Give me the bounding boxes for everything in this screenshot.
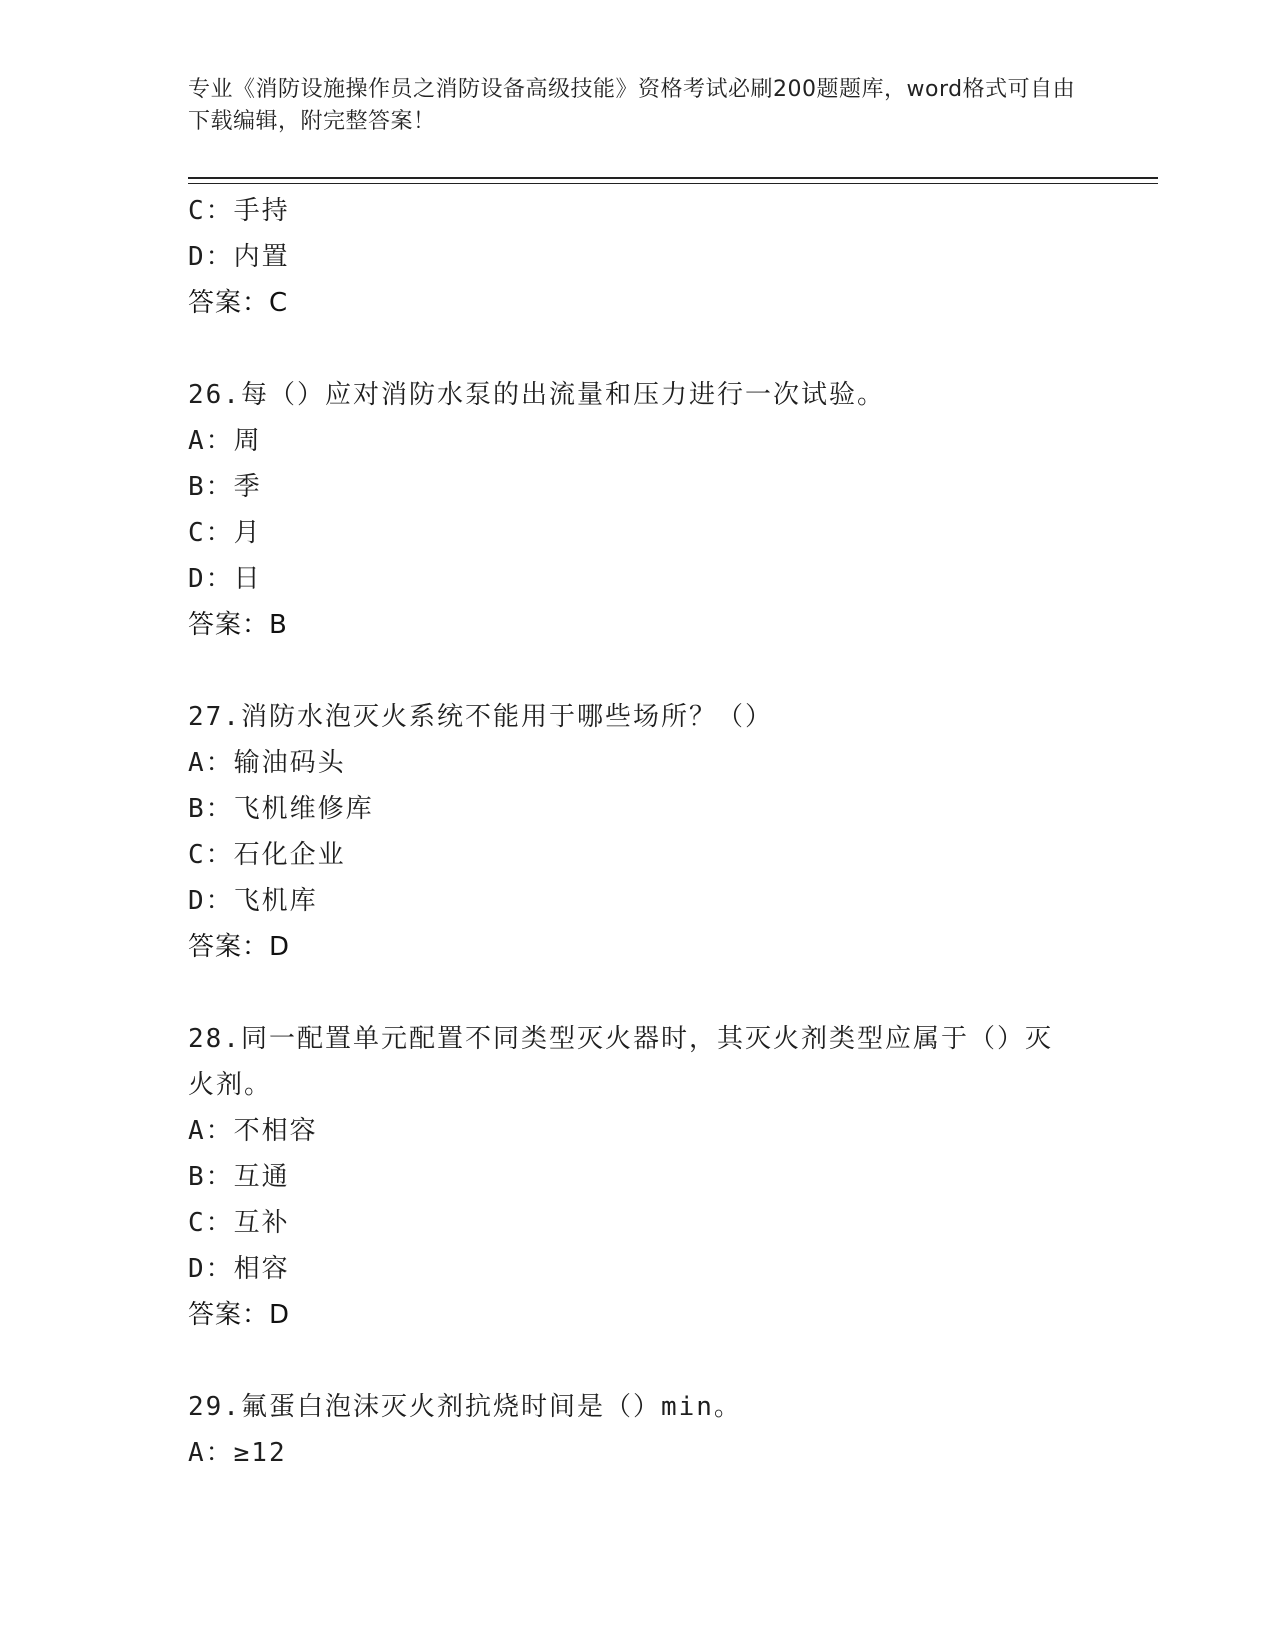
question-28 [188, 1016, 1088, 1338]
question-29 [188, 1384, 1088, 1476]
document-header [188, 74, 1088, 138]
option-a: A：≥12 [188, 1438, 287, 1468]
question-26 [188, 372, 1088, 648]
question-list [188, 188, 1088, 1476]
spacer [188, 648, 1088, 694]
answer-line: 答案：D [188, 932, 291, 962]
option-d: D：日 [188, 564, 262, 594]
option-d: D：相容 [188, 1254, 290, 1284]
question-stem-line-1: 28.同一配置单元配置不同类型灭火器时，其灭火剂类型应属于（）灭 [188, 1024, 1053, 1054]
header-rule-thin [188, 183, 1158, 184]
option-a: A：输油码头 [188, 748, 346, 778]
option-d: D：内置 [188, 242, 290, 272]
question-stem: 29.氟蛋白泡沫灭火剂抗烧时间是（）min。 [188, 1392, 742, 1422]
answer-line: 答案：C [188, 288, 289, 318]
option-c: C：互补 [188, 1208, 290, 1238]
answer-line: 答案：B [188, 610, 288, 640]
header-title: 专业《消防设施操作员之消防设备高级技能》资格考试必刷200题题库，word格式可自由下载编辑，附完整答案！ [188, 77, 1076, 134]
option-c: C：手持 [188, 196, 290, 226]
option-d: D：飞机库 [188, 886, 318, 916]
question-stem-line-2: 火剂。 [188, 1070, 273, 1100]
header-rule-thick [188, 177, 1158, 179]
spacer [188, 970, 1088, 1016]
option-c: C：石化企业 [188, 840, 346, 870]
question-stem: 27.消防水泡灭火系统不能用于哪些场所？（） [188, 702, 773, 732]
spacer [188, 1338, 1088, 1384]
option-b: B：飞机维修库 [188, 794, 374, 824]
question-27 [188, 694, 1088, 970]
option-a: A：不相容 [188, 1116, 318, 1146]
question-25-partial [188, 188, 1088, 326]
answer-line: 答案：D [188, 1300, 291, 1330]
option-b: B：季 [188, 472, 262, 502]
spacer [188, 326, 1088, 372]
option-b: B：互通 [188, 1162, 290, 1192]
question-stem: 26.每（）应对消防水泵的出流量和压力进行一次试验。 [188, 380, 885, 410]
option-c: C：月 [188, 518, 262, 548]
option-a: A：周 [188, 426, 262, 456]
